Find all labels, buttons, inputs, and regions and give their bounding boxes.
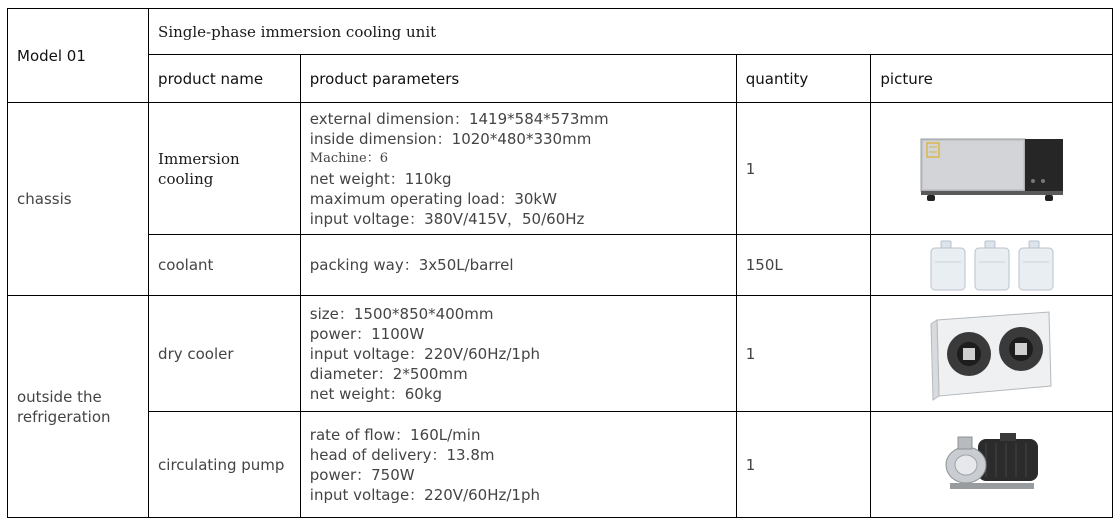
parameter-line: head of delivery：13.8m [309, 445, 495, 464]
quantity-value: 1 [736, 296, 871, 412]
picture-cell [871, 296, 1113, 412]
parameter-line: inside dimension：1020*480*330mm [309, 129, 592, 148]
table-title: Single-phase immersion cooling unit [149, 9, 1113, 55]
header-quantity: quantity [736, 55, 871, 103]
coolant-barrels-icon [927, 238, 1057, 292]
parameter-line: net weight：60kg [309, 384, 443, 403]
table-row [8, 103, 1113, 235]
parameter-line: packing way：3x50L/barrel [309, 256, 514, 274]
parameter-line: size：1500*850*400mm [309, 304, 494, 323]
quantity-value: 1 [736, 412, 871, 518]
product-name: dry cooler [149, 296, 301, 412]
header-product-parameters: product parameters [300, 55, 736, 103]
dry-cooler-icon [927, 306, 1057, 402]
picture-cell [871, 103, 1113, 235]
product-parameters [300, 103, 736, 235]
parameter-line: diameter：2*500mm [309, 364, 468, 383]
quantity-value: 150L [736, 235, 871, 296]
group-label-outside-refrigeration: outside the refrigeration [8, 296, 149, 518]
product-parameters [300, 235, 736, 296]
product-name: coolant [149, 235, 301, 296]
parameter-line: external dimension：1419*584*573mm [309, 109, 609, 128]
immersion-tank-icon [919, 135, 1065, 203]
header-picture: picture [871, 55, 1113, 103]
product-name: Immersion cooling [149, 103, 301, 235]
table-row [8, 412, 1113, 518]
parameter-line: input voltage：220V/60Hz/1ph [309, 344, 540, 363]
picture-cell [871, 235, 1113, 296]
parameter-line: input voltage：220V/60Hz/1ph [309, 485, 540, 504]
table-row [8, 235, 1113, 296]
header-product-name: product name [149, 55, 301, 103]
parameter-line: power：750W [309, 465, 415, 484]
quantity-value: 1 [736, 103, 871, 235]
group-label-chassis: chassis [8, 103, 149, 296]
title-row [8, 9, 1113, 55]
parameter-line: maximum operating load：30kW [309, 189, 557, 208]
product-parameters [300, 296, 736, 412]
product-name: circulating pump [149, 412, 301, 518]
parameter-line: Machine：6 [309, 150, 388, 166]
model-cell: Model 01 [8, 9, 149, 103]
picture-cell [871, 412, 1113, 518]
circulating-pump-icon [940, 431, 1044, 499]
table-row [8, 296, 1113, 412]
spec-table [7, 8, 1113, 518]
parameter-line: net weight：110kg [309, 169, 452, 188]
parameter-line: input voltage：380V/415V，50/60Hz [309, 209, 585, 228]
header-row [8, 55, 1113, 103]
parameter-line: rate of flow：160L/min [309, 425, 481, 444]
product-parameters [300, 412, 736, 518]
parameter-line: power：1100W [309, 324, 425, 343]
